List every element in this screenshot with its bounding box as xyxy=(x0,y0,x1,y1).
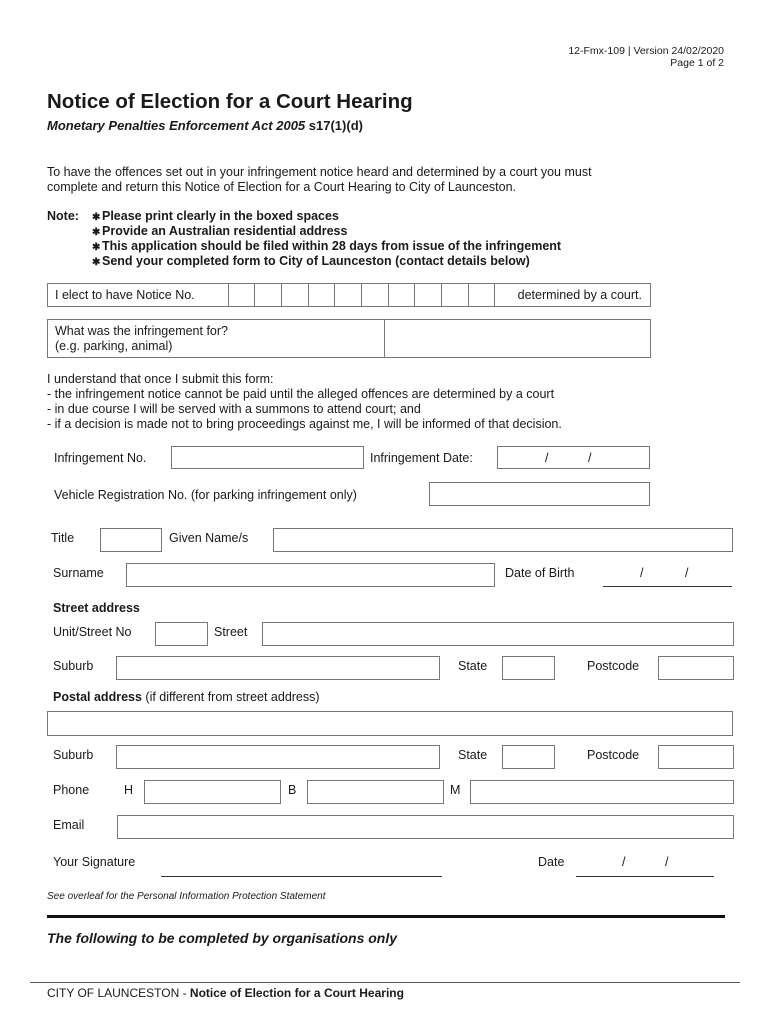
dob-input[interactable] xyxy=(603,586,732,587)
understand-line: - the infringement notice cannot be paid until the alleged offences are determined by a court xyxy=(47,387,555,401)
elect-prefix: I elect to have Notice No. xyxy=(55,288,195,302)
footer-title: Notice of Election for a Court Hearing xyxy=(189,986,404,1000)
unit-street-no-label: Unit/Street No xyxy=(53,625,132,639)
street-label: Street xyxy=(214,625,248,639)
postal-address-note: (if different from street address) xyxy=(141,690,320,704)
surname-label: Surname xyxy=(53,566,104,580)
act-section: s17(1)(d) xyxy=(305,118,363,133)
page-title: Notice of Election for a Court Hearing xyxy=(47,90,413,113)
email-input[interactable] xyxy=(117,815,734,839)
phone-business-label: B xyxy=(288,783,297,797)
phone-mobile-input[interactable] xyxy=(470,780,734,804)
postal-postcode-label: Postcode xyxy=(587,748,640,762)
notice-number-cells[interactable] xyxy=(228,284,495,306)
note-text: Please print clearly in the boxed spaces xyxy=(102,209,339,223)
note-item xyxy=(92,209,339,223)
postal-address-heading xyxy=(53,690,320,704)
note-text: This application should be filed within 28 days from issue of the infringement xyxy=(102,239,562,253)
street-address-heading: Street address xyxy=(53,601,140,615)
note-text: Send your completed form to City of Launceston (contact details below) xyxy=(102,254,530,268)
date-separator: / xyxy=(622,855,626,869)
phone-business-input[interactable] xyxy=(307,780,444,804)
section-divider xyxy=(47,915,725,918)
signature-label: Your Signature xyxy=(53,855,136,869)
postal-address-input[interactable] xyxy=(47,711,733,736)
infringement-date-input[interactable] xyxy=(497,446,650,469)
page-number: Page 1 of 2 xyxy=(670,57,724,69)
postal-address-label: Postal address xyxy=(53,690,142,704)
footer-divider xyxy=(30,982,740,983)
date-separator: / xyxy=(588,451,592,465)
dob-label: Date of Birth xyxy=(505,566,575,580)
signature-date-input[interactable] xyxy=(576,876,714,877)
date-separator: / xyxy=(665,855,669,869)
date-separator: / xyxy=(640,566,644,580)
date-separator: / xyxy=(685,566,689,580)
note-item xyxy=(92,254,530,268)
intro-line-1: To have the offences set out in your infringement notice heard and determined by a court you must xyxy=(47,165,592,179)
phone-mobile-label: M xyxy=(450,783,461,797)
organisations-heading: The following to be completed by organisations only xyxy=(47,930,398,946)
postal-suburb-label: Suburb xyxy=(53,748,94,762)
given-names-label: Given Name/s xyxy=(169,531,249,545)
understand-line: - if a decision is made not to bring proceedings against me, I will be informed of that decision. xyxy=(47,417,562,431)
postal-postcode-input[interactable] xyxy=(658,745,734,769)
bullet-star-icon: ✱ xyxy=(92,212,101,223)
act-name: Monetary Penalties Enforcement Act 2005 xyxy=(47,118,306,133)
postcode-label: Postcode xyxy=(587,659,640,673)
state-label: State xyxy=(458,659,488,673)
email-label: Email xyxy=(53,818,85,832)
phone-label: Phone xyxy=(53,783,90,797)
bullet-star-icon: ✱ xyxy=(92,257,101,268)
signature-input[interactable] xyxy=(161,876,442,877)
phone-home-input[interactable] xyxy=(144,780,281,804)
note-text: Provide an Australian residential address xyxy=(102,224,348,238)
note-item xyxy=(92,224,347,238)
infringement-no-input[interactable] xyxy=(171,446,364,469)
suburb-input[interactable] xyxy=(116,656,440,680)
intro-line-2: complete and return this Notice of Election for a Court Hearing to City of Launceston. xyxy=(47,180,516,194)
infringement-for-row xyxy=(47,319,651,358)
privacy-note: See overleaf for the Personal Information Protection Statement xyxy=(47,891,326,902)
infringement-date-label: Infringement Date: xyxy=(370,451,473,465)
phone-home-label: H xyxy=(124,783,134,797)
form-id: 12-Fmx-109 | Version 24/02/2020 xyxy=(568,45,724,57)
bullet-star-icon: ✱ xyxy=(92,242,101,253)
suburb-label: Suburb xyxy=(53,659,94,673)
footer xyxy=(47,986,404,1000)
infringement-for-input[interactable] xyxy=(384,320,652,357)
postal-state-label: State xyxy=(458,748,488,762)
postal-suburb-input[interactable] xyxy=(116,745,440,769)
intro-text xyxy=(47,165,592,195)
signature-date-label: Date xyxy=(538,855,565,869)
state-input[interactable] xyxy=(502,656,555,680)
note-label: Note: xyxy=(47,209,79,223)
infringement-no-label: Infringement No. xyxy=(54,451,147,465)
vehicle-reg-input[interactable] xyxy=(429,482,650,506)
infringement-for-line-1: What was the infringement for? xyxy=(55,324,228,338)
date-separator: / xyxy=(545,451,549,465)
act-subtitle xyxy=(47,118,363,133)
postal-state-input[interactable] xyxy=(502,745,555,769)
street-input[interactable] xyxy=(262,622,734,646)
infringement-for-line-2: (e.g. parking, animal) xyxy=(55,339,173,353)
given-names-input[interactable] xyxy=(273,528,733,552)
form-version-header xyxy=(568,45,724,69)
footer-org: CITY OF LAUNCESTON - xyxy=(47,986,190,1000)
vehicle-reg-label: Vehicle Registration No. (for parking infringement only) xyxy=(54,488,357,502)
understand-line: I understand that once I submit this form: xyxy=(47,372,274,386)
understand-line: - in due course I will be served with a summons to attend court; and xyxy=(47,402,421,416)
note-item xyxy=(92,239,561,253)
title-label: Title xyxy=(51,531,75,545)
understanding-text xyxy=(47,372,562,432)
surname-input[interactable] xyxy=(126,563,495,587)
infringement-for-label xyxy=(55,324,228,354)
elect-suffix: determined by a court. xyxy=(517,288,642,302)
elect-notice-row xyxy=(47,283,651,307)
unit-street-no-input[interactable] xyxy=(155,622,208,646)
bullet-star-icon: ✱ xyxy=(92,227,101,238)
postcode-input[interactable] xyxy=(658,656,734,680)
title-input[interactable] xyxy=(100,528,162,552)
